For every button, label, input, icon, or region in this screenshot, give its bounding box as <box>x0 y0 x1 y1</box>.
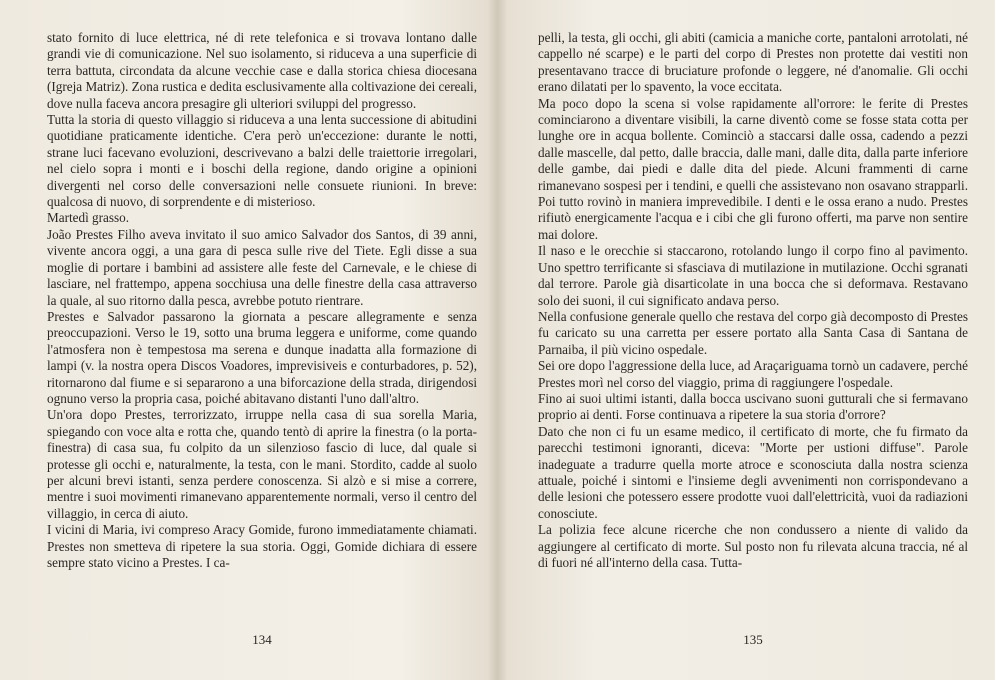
paragraph: Tutta la storia di questo villaggio si riduceva a una lenta successione di abitudini quotidiane praticamente identiche. C'era però un'eccezione: durante le notti, strane luci facevano evoluzioni, descrivevano a balzi delle traiettorie irregolari, nel cielo sopra i monti e i boschi della regione, dando origine a opinioni divergenti nel corso delle conversazioni nelle consuete riunioni. In breve: qualcosa di nuovo, di sorprendente e di misterioso. <box>47 112 477 210</box>
page-number: 134 <box>252 632 272 647</box>
paragraph: Ma poco dopo la scena si volse rapidamente all'orrore: le ferite di Prestes cominciarono a diventare visibili, la carne diventò come se fosse stata cotta per lunghe ore in acqua bollente. Cominciò a staccarsi dalle ossa, cadendo a pezzi dalle mascelle, dal petto, dalle braccia, dalle mani, dalle dita, dalla parte inferiore delle gambe, dai piedi e dalle dita del piede. Alcuni frammenti di carne rimanevano sospesi per i tendini, e quelli che assistevano non osavano strapparli. Poi tutto rovinò in maniera imprevedibile. I denti e le ossa erano a nudo. Prestes rifiutò energicamente l'acqua e i cibi che gli furono offerti, ma parve non sentire mai dolore. <box>538 95 968 242</box>
paragraph: I vicini di Maria, ivi compreso Aracy Gomide, furono immediatamente chiamati. Prestes non smetteva di ripetere la sua storia. Oggi, Gomide dichiara di essere sempre stato vicino a Prestes. I ca- <box>47 522 477 570</box>
left-page <box>47 30 477 670</box>
paragraph: Sei ore dopo l'aggressione della luce, ad Araçariguama tornò un cadavere, perché Prestes morì nel corso del viaggio, prima di raggiungere l'ospedale. <box>538 358 968 390</box>
paragraph: stato fornito di luce elettrica, né di rete telefonica e si trovava lontano dalle grandi vie di comunicazione. Nel suo isolamento, si riduceva a una superficie di terra battuta, circondata da alcune vecchie case e dalla storica chiesa diocesana (Igreja Matriz). Zona rustica e dedita esclusivamente alla coltivazione dei cereali, dove nulla faceva ancora presagire gli ulteriori sviluppi del progresso. <box>47 30 477 111</box>
paragraph: Un'ora dopo Prestes, terrorizzato, irruppe nella casa di sua sorella Maria, spiegando con voce alta e rotta che, quando tentò di aprire la finestra (o la porta-finestra) di casa sua, fu colpito da un silenzioso fascio di luce, dal quale si protesse gli occhi e, naturalmente, la testa, con le mani. Stordito, cadde al suolo per alcuni brevi istanti, senza perdere conoscenza. Si alzò e si mise a correre, mentre i suoi movimenti rimanevano apparentemente normali, verso il centro del villaggio, in cerca di aiuto. <box>47 407 477 521</box>
paragraph: pelli, la testa, gli occhi, gli abiti (camicia a maniche corte, pantaloni arrotolati, né cappello né scarpe) e le parti del corpo di Prestes non protette dai vestiti non presentavano tracce di bruciature profonde o leggere, né d'anomalie. Gli occhi erano dilatati per lo spavento, la voce eccitata. <box>538 30 968 95</box>
paragraph: La polizia fece alcune ricerche che non condussero a niente di valido da aggiungere al certificato di morte. Sul posto non fu rilevata alcuna traccia, né al di fuori né all'interno della casa. Tutta- <box>538 522 968 570</box>
paragraph: Il naso e le orecchie si staccarono, rotolando lungo il corpo fino al pavimento. Uno spettro terrificante si sfasciava di mutilazione in mutilazione. Occhi sgranati dal terrore. Parole già disarticolate in una bocca che si deformava. Restavano solo dei suoni, il cui significato andava perso. <box>538 243 968 308</box>
paragraph: João Prestes Filho aveva invitato il suo amico Salvador dos Santos, di 39 anni, vivente ancora oggi, a una gara di pesca sulle rive del Tiete. Egli disse a sua moglie di portare i bambini ad assistere alle feste del Carnevale, e le chiese di lasciare, nel frattempo, appena socchiusa una delle finestre della casa attraverso la quale, al suo ritorno dalla pesca, avrebbe potuto rientrare. <box>47 226 477 308</box>
paragraph: Martedì grasso. <box>47 210 130 226</box>
right-page <box>538 30 968 670</box>
paragraph: Prestes e Salvador passarono la giornata a pescare allegramente e senza preoccupazioni. Verso le 19, sotto una bruma leggera e uniforme, come quando l'atmosfera non è tempestosa ma serena e dunque inadatta alla formazione di lampi (v. la nostra opera Discos Voadores, imprevisiveis e conturbadores, p. 52), ritornarono dal fiume e si separarono a una biforcazione della strada, dirigendosi ognuno verso la propria casa, poiché abitavano distanti l'uno dall'altro. <box>47 308 477 406</box>
page-number: 135 <box>743 632 763 647</box>
paragraph: Nella confusione generale quello che restava del corpo già decomposto di Prestes fu caricato su una carretta per essere portato alla Santa Casa di Santana de Parnaiba, il più vicino ospedale. <box>538 308 968 357</box>
paragraph: Fino ai suoi ultimi istanti, dalla bocca uscivano suoni gutturali che si fermavano proprio ai denti. Forse continuava a ripetere la sua storia d'orrore? <box>538 390 968 423</box>
paragraph: Dato che non ci fu un esame medico, il certificato di morte, che fu firmato da parecchi testimoni ignoranti, diceva: "Morte per ustioni diffuse". Parole inadeguate a tradurre quella morte atroce e sconosciuta dalla nostra scienza attuale, poiché i sintomi e l'insieme degli avvenimenti non corrispondevano a delle lesioni che potessero essere prodotte vuoi dall'elettricità, vuoi da radiazioni conosciute. <box>538 423 968 521</box>
